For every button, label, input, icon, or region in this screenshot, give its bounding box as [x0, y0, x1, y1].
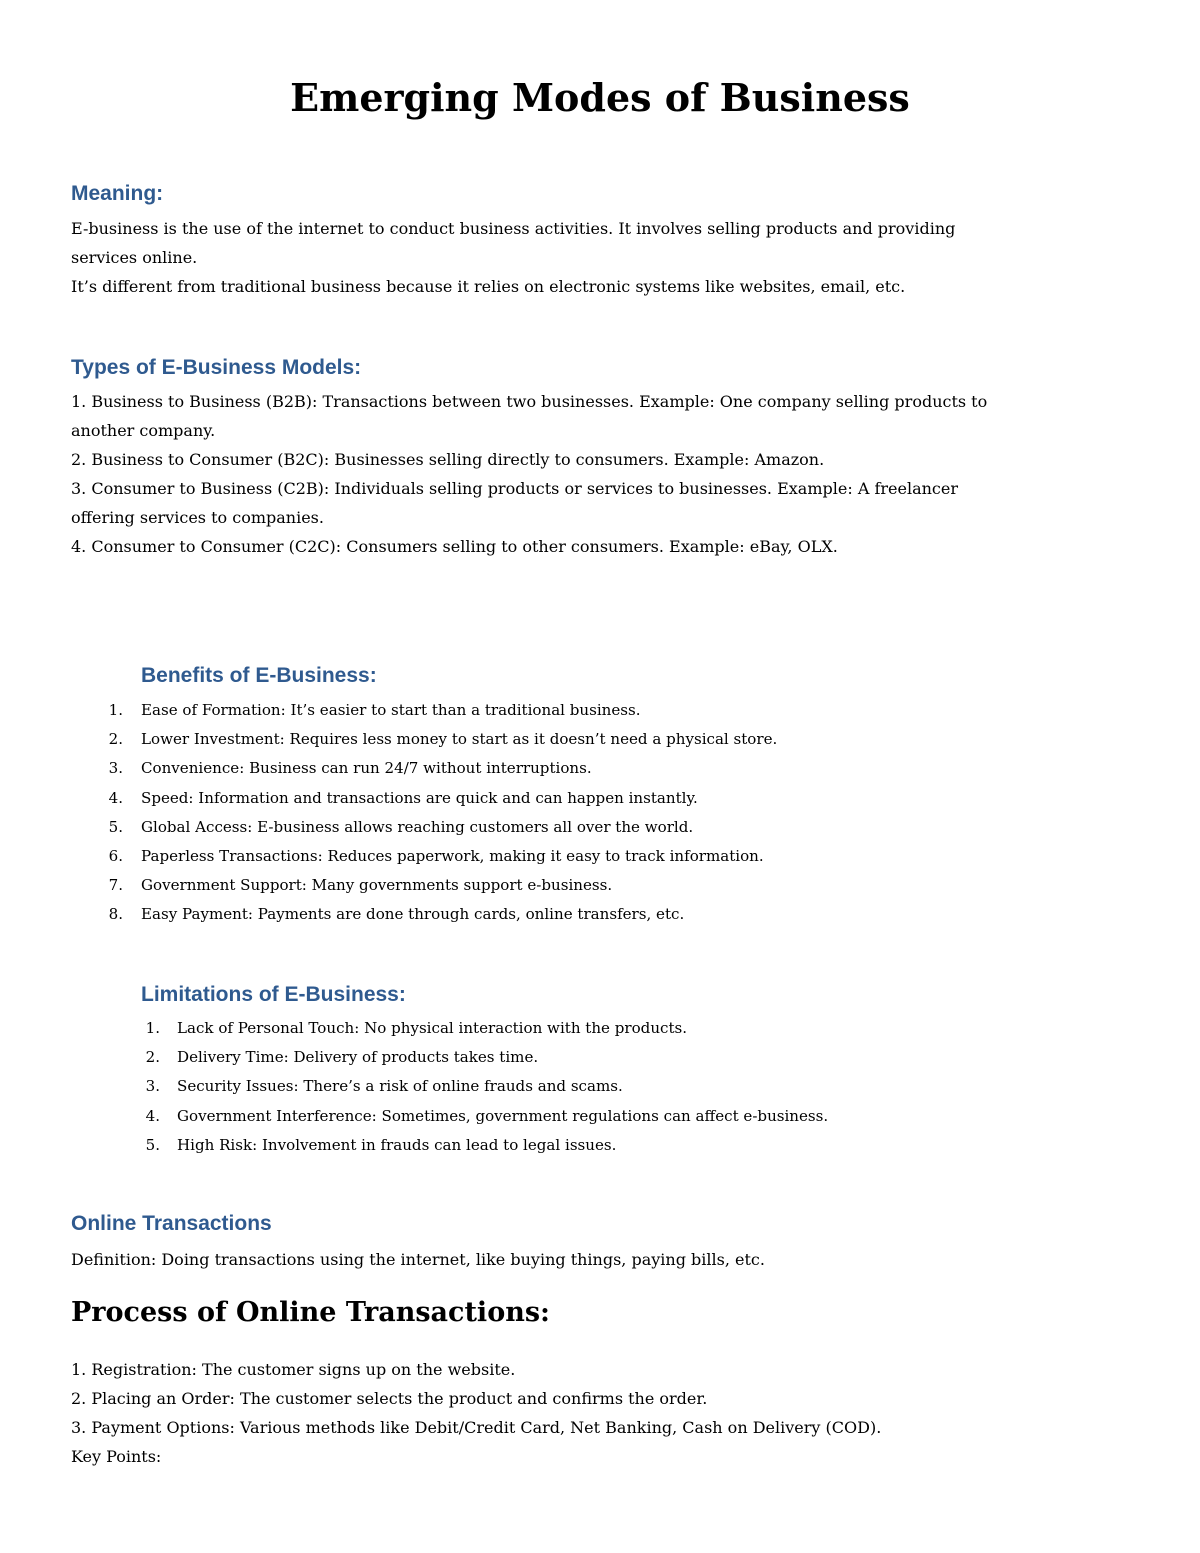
types-line: 1. Business to Business (B2B): Transactions between two businesses. Example: One company selling products to [71, 392, 988, 411]
process-line: 1. Registration: The customer signs up on the website. [71, 1360, 516, 1379]
process-line: Key Points: [71, 1447, 162, 1466]
list-text: Easy Payment: Payments are done through cards, online transfers, etc. [141, 905, 685, 924]
process-line: 3. Payment Options: Various methods like Debit/Credit Card, Net Banking, Cash on Delivery (COD). [71, 1418, 882, 1437]
list-item [0, 725, 1200, 754]
meaning-heading: Meaning: [71, 182, 164, 205]
list-text: High Risk: Involvement in frauds can lead to legal issues. [177, 1135, 617, 1154]
list-number: 3. [108, 759, 123, 778]
meaning-line: It’s different from traditional business because it relies on electronic systems like websites, email, etc. [71, 277, 906, 296]
list-text: Ease of Formation: It’s easier to start than a traditional business. [141, 701, 641, 719]
types-heading: Types of E-Business Models: [71, 356, 362, 379]
list-text: Security Issues: There’s a risk of online frauds and scams. [177, 1077, 623, 1096]
benefits-heading: Benefits of E-Business: [141, 664, 377, 687]
list-number: 7. [108, 876, 123, 895]
list-number: 4. [108, 788, 123, 807]
list-text: Government Interference: Sometimes, government regulations can affect e-business. [177, 1106, 829, 1125]
list-item [0, 842, 1200, 871]
list-number: 8. [108, 905, 123, 924]
limitations-list [0, 1014, 1200, 1160]
meaning-line: services online. [71, 248, 198, 267]
list-item [0, 900, 1200, 929]
meaning-line: E-business is the use of the internet to conduct business activities. It involves selling products and providing [71, 219, 956, 238]
benefits-list [0, 696, 1200, 930]
list-number: 2. [108, 730, 123, 749]
list-text: Speed: Information and transactions are quick and can happen instantly. [141, 788, 698, 807]
list-text: Lack of Personal Touch: No physical interaction with the products. [177, 1019, 688, 1037]
list-number: 1. [108, 701, 123, 719]
list-text: Government Support: Many governments support e-business. [141, 876, 613, 895]
list-item [0, 1072, 1200, 1101]
types-line: 4. Consumer to Consumer (C2C): Consumers selling to other consumers. Example: eBay, OLX. [71, 537, 838, 556]
list-item [0, 1131, 1200, 1160]
types-line: 2. Business to Consumer (B2C): Businesses selling directly to consumers. Example: Amazon. [71, 450, 825, 469]
document-title: Emerging Modes of Business [290, 75, 910, 120]
list-text: Convenience: Business can run 24/7 without interruptions. [141, 759, 592, 778]
list-text: Lower Investment: Requires less money to start as it doesn’t need a physical store. [141, 730, 778, 749]
list-item [0, 1043, 1200, 1072]
process-heading: Process of Online Transactions: [71, 1297, 550, 1328]
list-text: Delivery Time: Delivery of products takes time. [177, 1048, 539, 1067]
list-number: 6. [108, 846, 123, 865]
list-number: 4. [145, 1106, 160, 1125]
list-item [0, 696, 1200, 725]
list-item [0, 871, 1200, 900]
list-number: 5. [145, 1135, 160, 1154]
process-line: 2. Placing an Order: The customer selects the product and confirms the order. [71, 1389, 708, 1408]
list-text: Global Access: E-business allows reaching customers all over the world. [141, 817, 694, 836]
types-line: offering services to companies. [71, 508, 324, 527]
list-item [0, 1102, 1200, 1131]
online-definition: Definition: Doing transactions using the internet, like buying things, paying bills, etc. [71, 1250, 765, 1269]
list-item [0, 813, 1200, 842]
list-number: 3. [145, 1077, 160, 1096]
list-number: 2. [145, 1048, 160, 1067]
limitations-heading: Limitations of E-Business: [141, 983, 406, 1006]
list-item [0, 784, 1200, 813]
types-line: 3. Consumer to Business (C2B): Individuals selling products or services to businesses. Example: A freelancer [71, 479, 958, 498]
list-number: 5. [108, 817, 123, 836]
list-number: 1. [145, 1019, 160, 1037]
list-item [0, 754, 1200, 783]
online-transactions-heading: Online Transactions [71, 1212, 272, 1235]
types-line: another company. [71, 421, 216, 440]
list-text: Paperless Transactions: Reduces paperwork, making it easy to track information. [141, 846, 764, 865]
list-item [0, 1014, 1200, 1043]
